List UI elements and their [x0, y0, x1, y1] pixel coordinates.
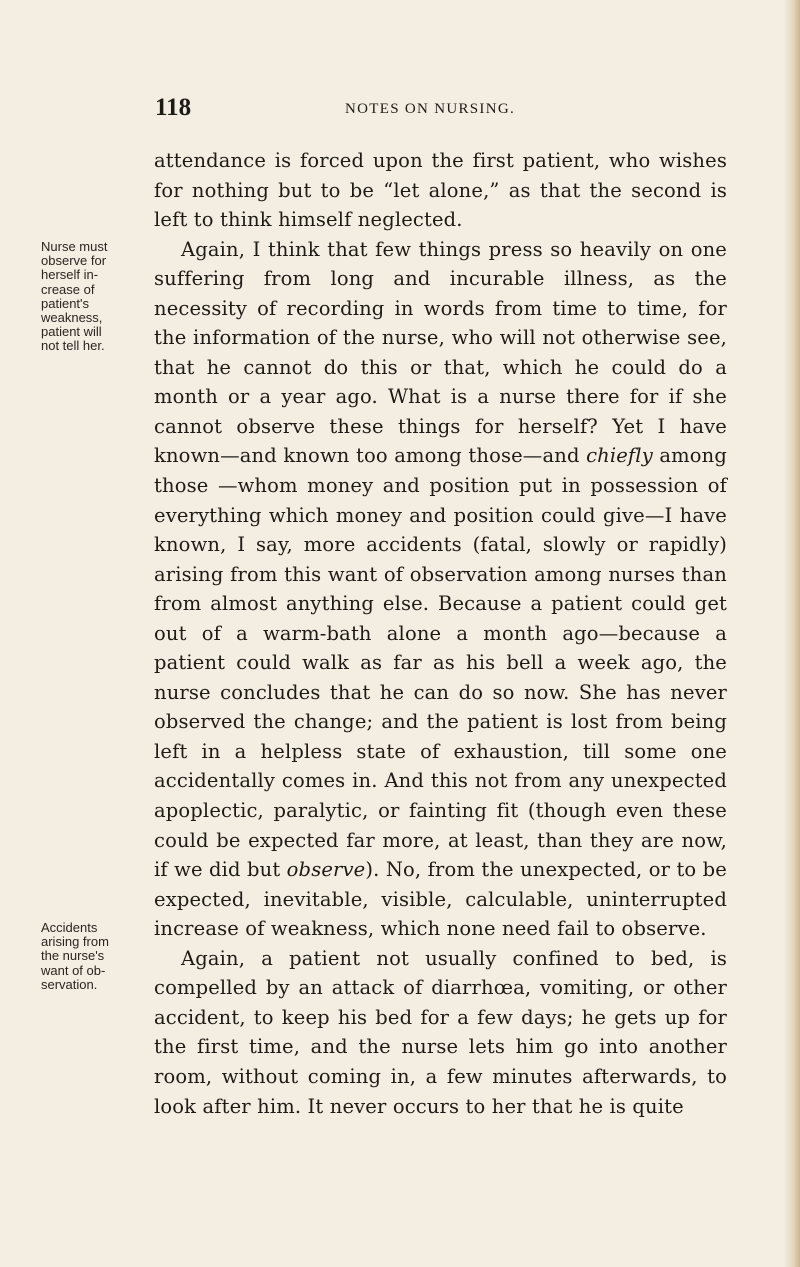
paragraph-accidents [154, 944, 727, 1121]
page-number: 118 [155, 94, 192, 121]
paragraph-observation [154, 235, 727, 944]
side-note-line: Accidents [41, 920, 98, 935]
side-note-line: not tell her. [41, 338, 105, 354]
running-head-title: NOTES ON NURSING. [345, 101, 516, 117]
side-note-line: weakness, [41, 310, 103, 326]
running-head [155, 94, 725, 128]
side-note-observe [41, 240, 151, 354]
side-note-line: observe for [41, 253, 107, 269]
side-note-line: arising from [41, 934, 109, 950]
page-edge [784, 0, 800, 1267]
side-note-line: Nurse must [41, 239, 108, 254]
side-note-line: herself in- [41, 267, 99, 283]
text-segment: attendance is forced upon the first patient, who wishes for nothing but to be “let alone,” as that the second is left to think himself neglected. [154, 149, 727, 232]
text-segment: Again, a patient not usually confined to bed, is compelled by an attack of diarrhœa, vomiting, or other accident, to keep his bed for a few days; he gets up for the first time, and the nurse lets him go into another room, without coming in, a few minutes afterwards, to look after him. It never occurs to her that he is quite [154, 946, 727, 1118]
text-segment: ). No, from the unexpected, or to be expected, inevitable, visible, calculable, uninterrupted increase of weakness, which none need fail to observe. [154, 858, 727, 941]
body-text [154, 146, 727, 1121]
side-note-line: patient will [41, 324, 102, 340]
side-note-line: patient's [41, 295, 90, 311]
side-note-line: want of ob- [41, 962, 106, 978]
side-note-line: the nurse's [41, 948, 105, 964]
italic-text: observe [286, 858, 366, 882]
italic-text: chiefly [586, 444, 653, 468]
side-note-accidents [41, 921, 151, 992]
text-segment: Again, I think that few things press so heavily on one suffering from long and incurable illness, as the necessity of recording in words from time to time, for the information of the nurse, who will not otherwise see, that he cannot do this or that, which he could do a month or a year ago. What is a nurse there for if she cannot observe these things for herself? Yet I have known—and known too among those—and [154, 237, 727, 468]
text-segment: among those —whom money and position put in possession of everything which money and position could give—I have known, I say, more accidents (fatal, slowly or rapidly) arising from this want of observation among nurses than from almost anything else. Because a patient could get out of a warm-bath alone a month ago—because a patient could walk as far as his bell a week ago, the nurse concludes that he can do so now. She has never observed the change; and the patient is lost from being left in a helpless state of exhaustion, till some one accidentally comes in. And this not from any unexpected apoplectic, paralytic, or fainting fit (though even these could be expected far more, at least, than they are now, if we did but [154, 444, 727, 882]
paragraph-continuation [154, 146, 727, 235]
side-note-line: crease of [41, 281, 95, 297]
side-note-line: servation. [41, 976, 98, 992]
